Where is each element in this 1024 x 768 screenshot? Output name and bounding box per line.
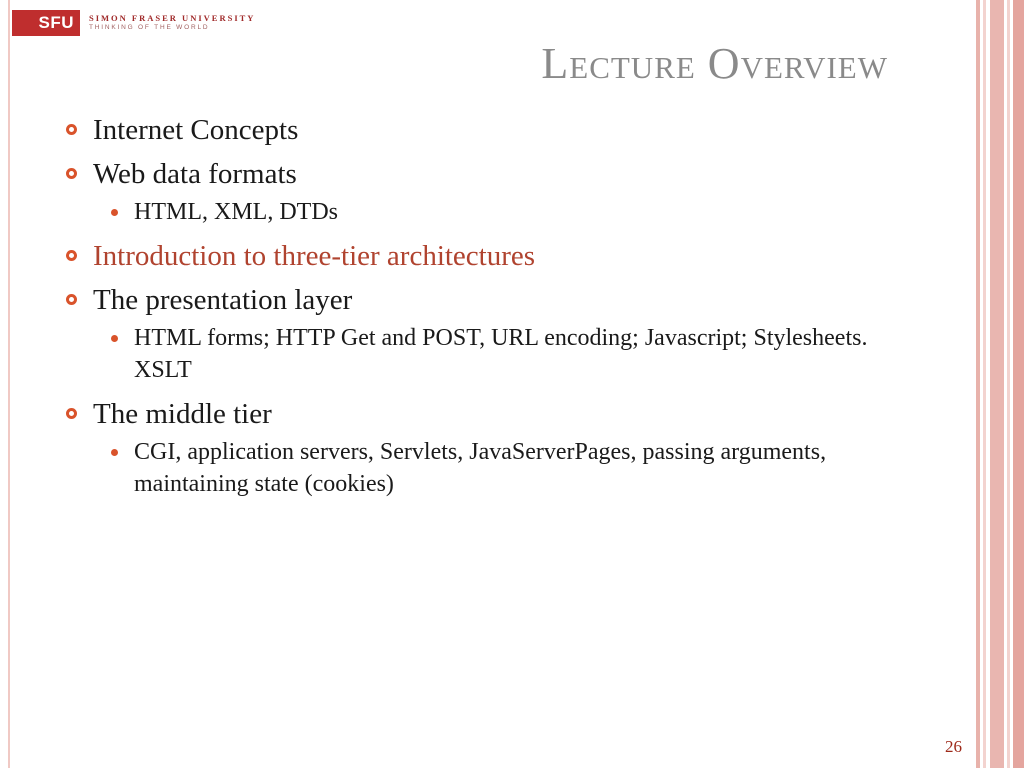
right-decorative-stripes — [976, 0, 1024, 768]
university-tagline: THINKING OF THE WORLD — [89, 24, 210, 31]
bullet-text: Internet Concepts — [93, 114, 299, 146]
bullet-list — [64, 112, 924, 510]
university-name: SIMON FRASER UNIVERSITY — [89, 13, 256, 23]
bullet-item — [64, 112, 924, 148]
ring-bullet-icon — [66, 168, 77, 179]
sub-bullet-text: HTML, XML, DTDs — [134, 199, 338, 225]
page-number: 26 — [945, 737, 962, 756]
bullet-text: The middle tier — [93, 398, 272, 430]
sub-bullet-text: HTML forms; HTTP Get and POST, URL encoding; Javascript; Stylesheets. XSLT — [134, 325, 868, 383]
dot-bullet-icon — [111, 209, 118, 216]
slide-title: Lecture Overview — [541, 39, 888, 88]
sub-bullet-item — [64, 196, 924, 228]
ring-bullet-icon — [66, 250, 77, 261]
ring-bullet-icon — [66, 294, 77, 305]
bullet-item — [64, 282, 924, 318]
bullet-text: Web data formats — [93, 158, 297, 190]
sfu-logo-text — [89, 13, 255, 33]
dot-bullet-icon — [111, 335, 118, 342]
bullet-item — [64, 396, 924, 432]
sub-bullet-item — [64, 322, 924, 386]
dot-bullet-icon — [111, 449, 118, 456]
sfu-logo-mark: SFU — [12, 10, 80, 36]
sub-bullet-item — [64, 436, 924, 500]
bullet-item — [64, 156, 924, 192]
ring-bullet-icon — [66, 408, 77, 419]
left-border-rule — [8, 0, 10, 768]
bullet-text: The presentation layer — [93, 284, 353, 316]
ring-bullet-icon — [66, 124, 77, 135]
bullet-item-highlighted — [64, 238, 924, 274]
sfu-logo — [12, 10, 255, 36]
sub-bullet-text: CGI, application servers, Servlets, JavaServerPages, passing arguments, maintaining state (cookies) — [134, 439, 827, 497]
bullet-text: Introduction to three-tier architectures — [93, 240, 536, 272]
